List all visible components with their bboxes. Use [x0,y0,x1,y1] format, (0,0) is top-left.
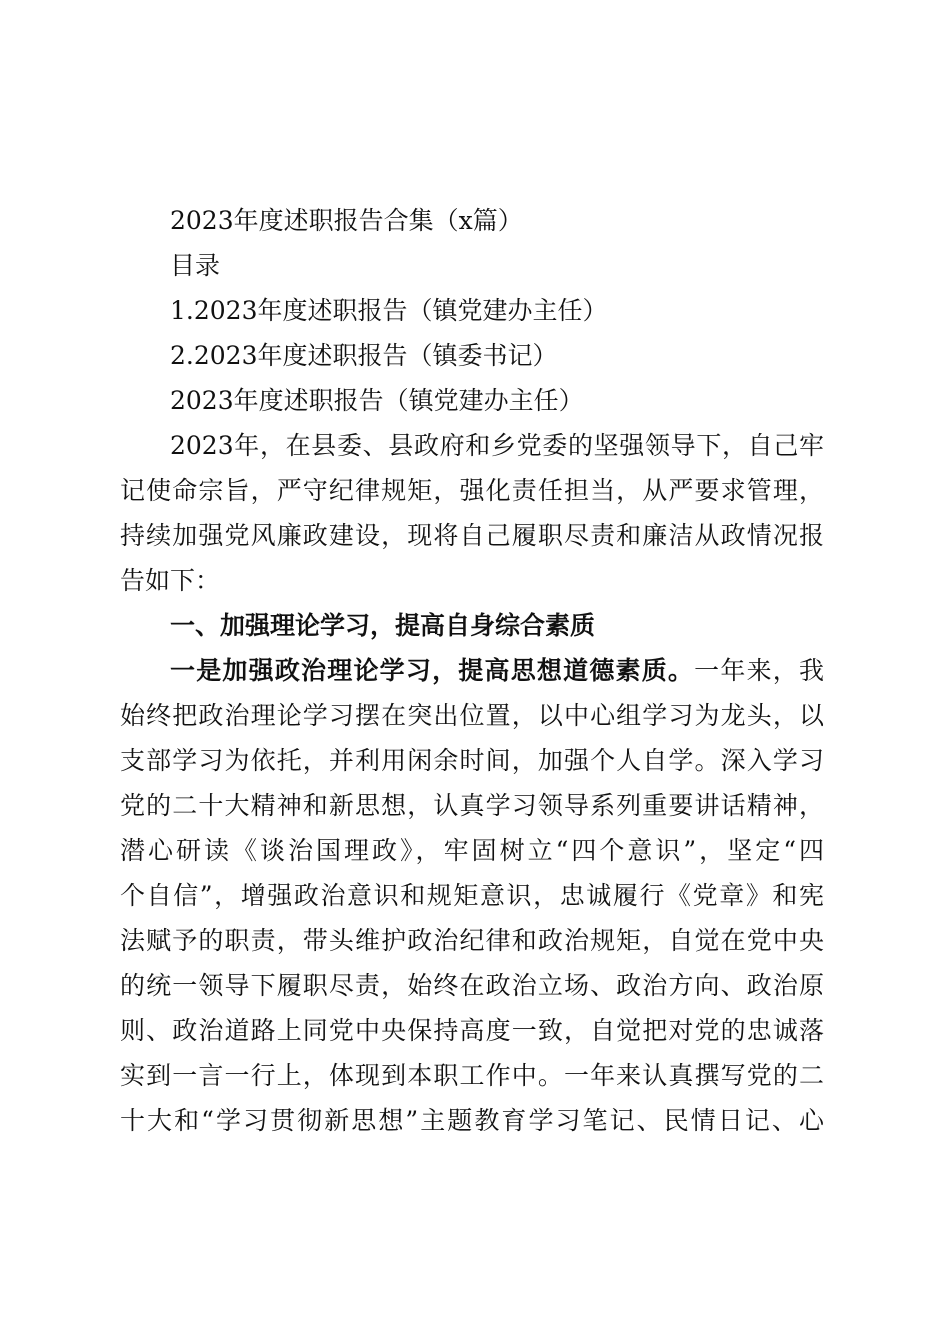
section-heading: 一、加强理论学习，提高自身综合素质 [170,611,596,640]
toc-heading: 目录 [170,251,221,280]
paragraph-line: 潜心研读《谈治国理政》，牢固树立“四个意识”，坚定“四 [120,836,824,865]
paragraph-line: 则、政治道路上同党中央保持高度一致，自觉把对党的忠诚落 [120,1016,824,1045]
paragraph-line: 十大和“学习贯彻新思想”主题教育学习笔记、民情日记、心 [120,1106,824,1135]
toc-item: 2.2023年度述职报告（镇委书记） [170,341,558,370]
paragraph-line: 的统一领导下履职尽责，始终在政治立场、政治方向、政治原 [120,971,824,1000]
paragraph-line: 党的二十大精神和新思想，认真学习领导系列重要讲话精神， [120,791,824,820]
paragraph-line: 支部学习为依托，并利用闲余时间，加强个人自学。深入学习 [120,746,824,775]
intro-line: 持续加强党风廉政建设，现将自己履职尽责和廉洁从政情况报 [120,521,824,550]
intro-line: 记使命宗旨，严守纪律规矩，强化责任担当，从严要求管理， [120,476,824,505]
intro-line: 告如下： [120,566,221,595]
paragraph-text: 一年来，我 [694,656,824,685]
paragraph-line: 始终把政治理论学习摆在突出位置，以中心组学习为龙头，以 [120,701,824,730]
intro-line: 2023年，在县委、县政府和乡党委的坚强领导下，自己牢 [170,431,824,460]
paragraph-line: 法赋予的职责，带头维护政治纪律和政治规矩，自觉在党中央 [120,926,824,955]
paragraph-line: 个自信”，增强政治意识和规矩意识，忠诚履行《党章》和宪 [120,881,824,910]
paragraph-first-line [170,656,824,686]
report-title: 2023年度述职报告（镇党建办主任） [170,386,584,415]
paragraph-line: 实到一言一行上，体现到本职工作中。一年来认真撰写党的二 [120,1061,824,1090]
paragraph-lead: 一是加强政治理论学习，提高思想道德素质。 [170,656,695,685]
toc-item: 1.2023年度述职报告（镇党建办主任） [170,296,608,325]
document-title: 2023年度述职报告合集（x篇） [170,206,523,235]
